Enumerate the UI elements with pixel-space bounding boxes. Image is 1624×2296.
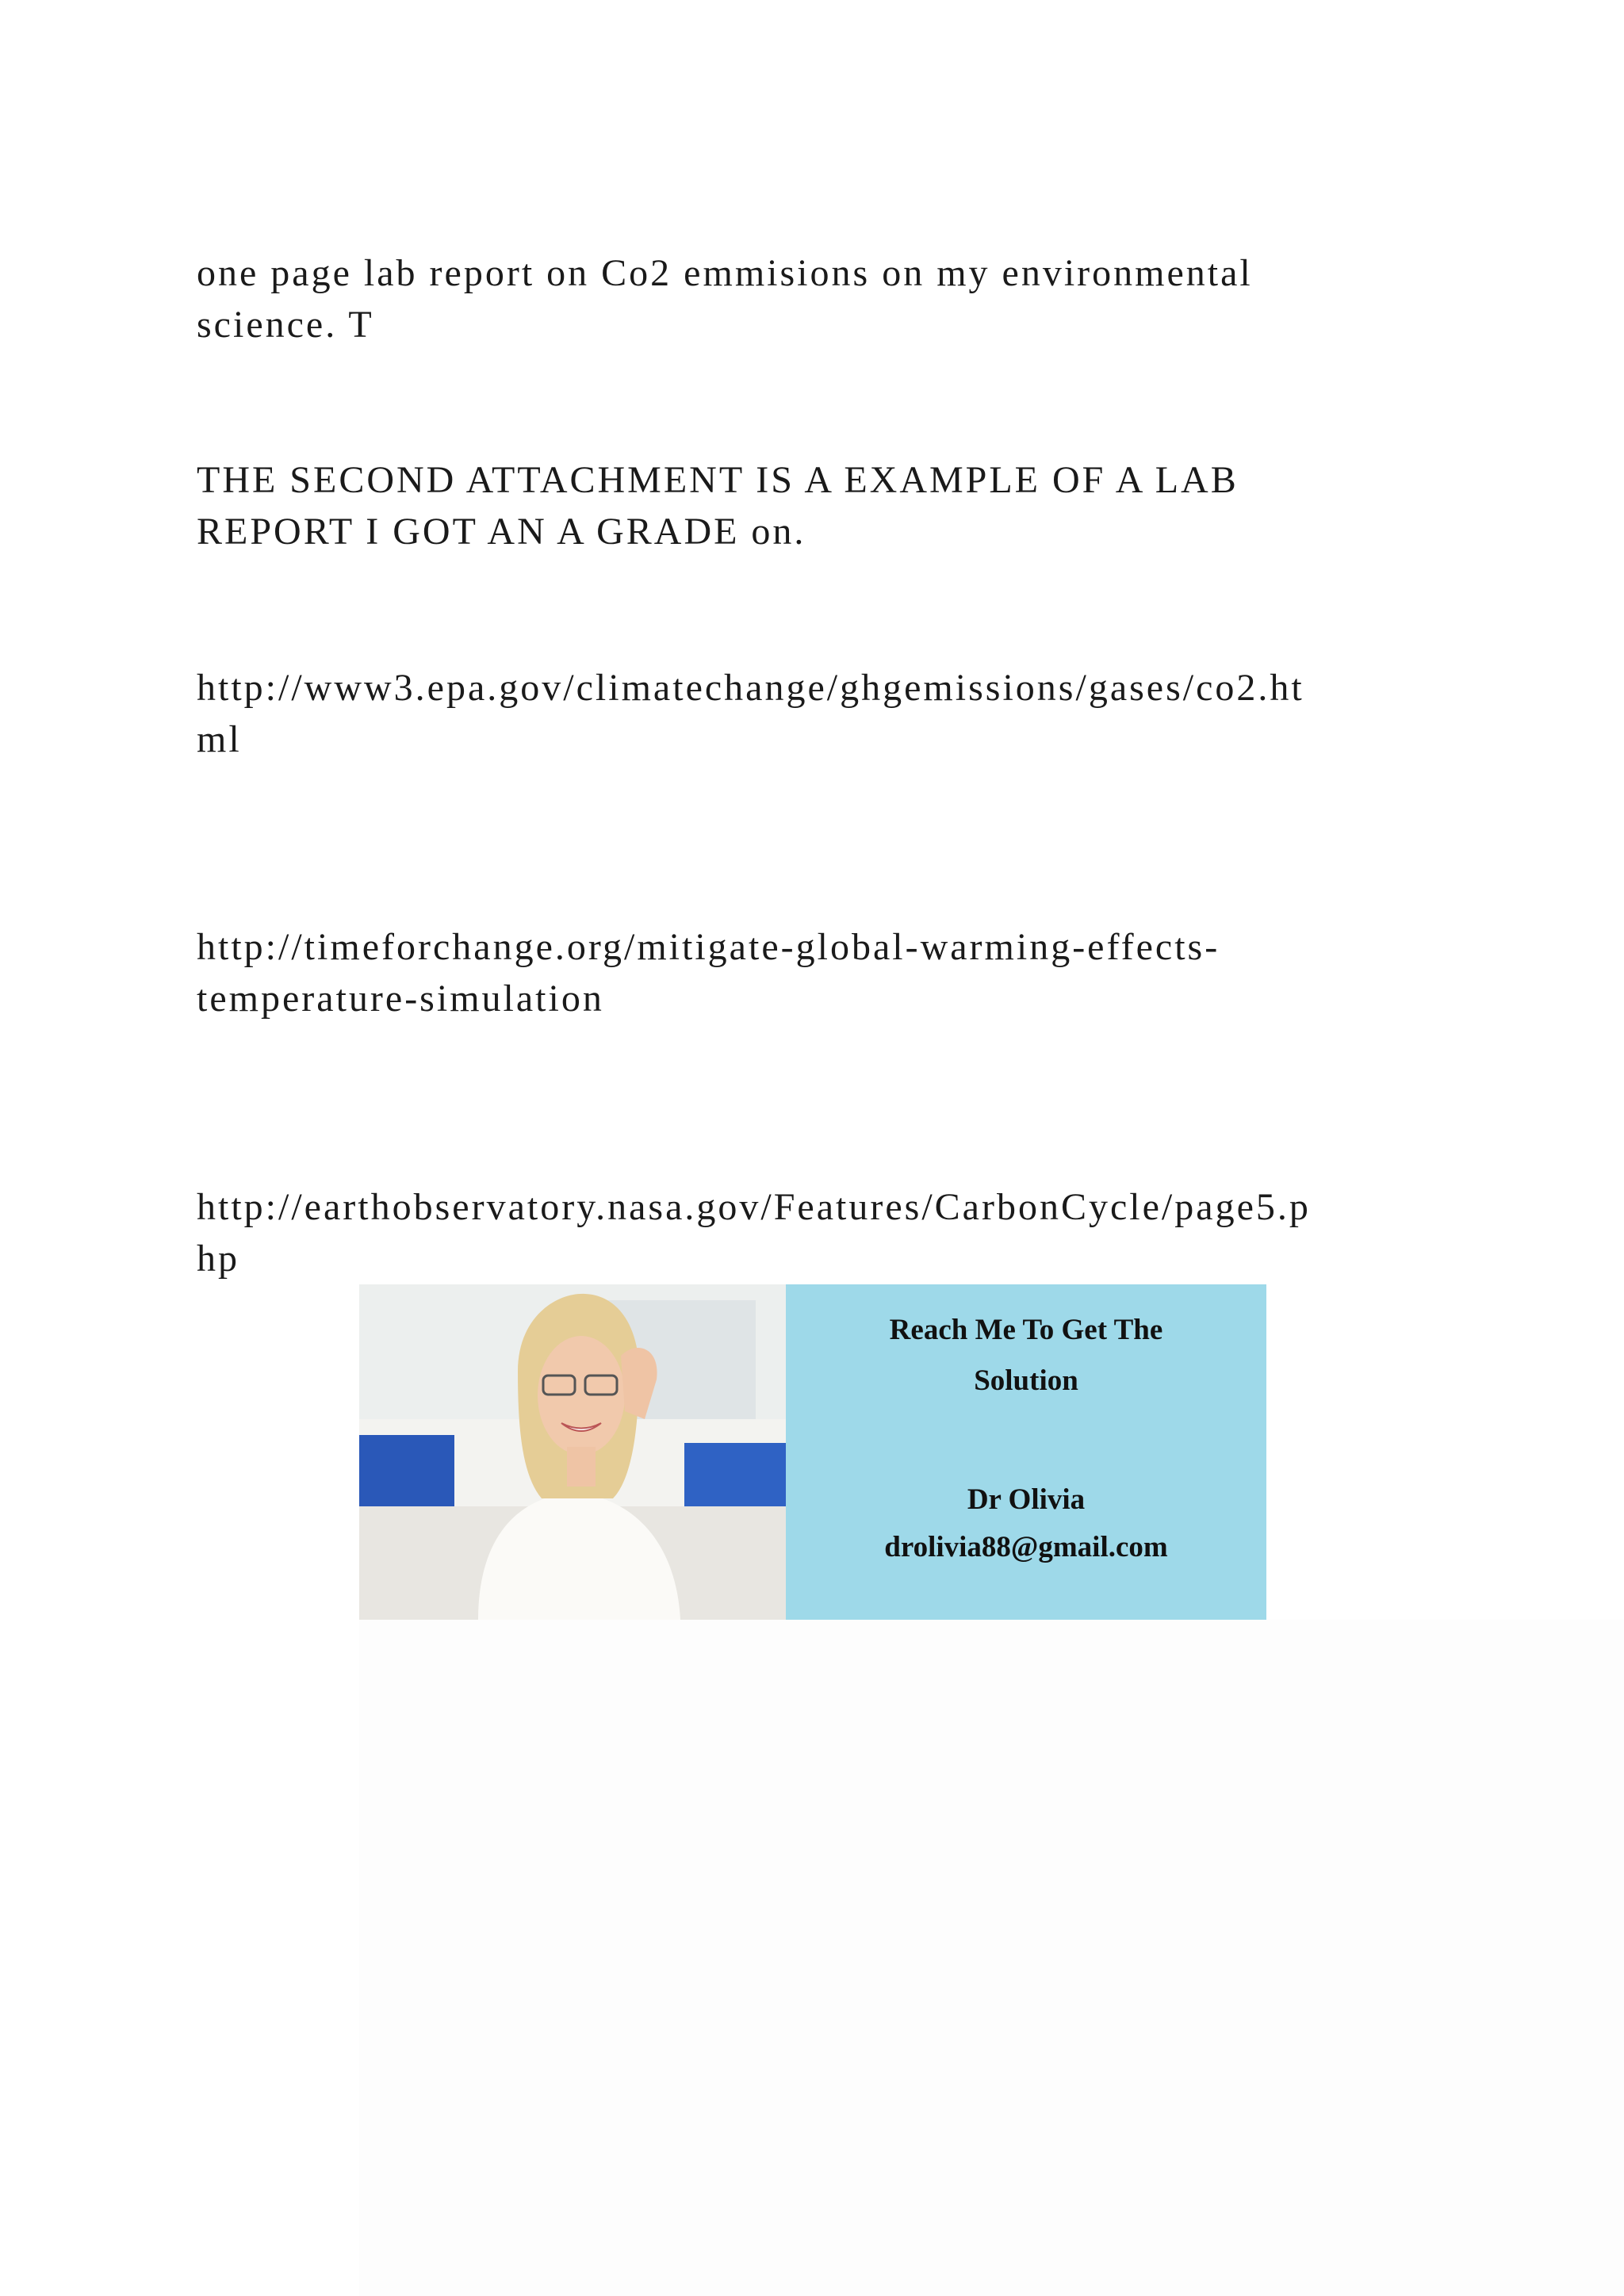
banner-contact-name: Dr Olivia [967,1483,1086,1516]
banner-photo [359,1284,786,1620]
paragraph-link-nasa: http://earthobservatory.nasa.gov/Features/CarbonCycle/page5.p hp [197,1186,1311,1280]
paragraph-attachment-note: THE SECOND ATTACHMENT IS A EXAMPLE OF A LAB REPORT I GOT AN A GRADE on. [197,459,1239,553]
paragraph-link-timeforchange: http://timeforchange.org/mitigate-global-warming-effects- temperature-simulation [197,926,1220,1020]
woman-photo-illustration [359,1284,786,1620]
page-background-block [359,1620,1624,2296]
banner-contact-email[interactable]: drolivia88@gmail.com [884,1531,1168,1563]
banner-heading-line1: Reach Me To Get The [889,1314,1163,1346]
banner-heading-line2: Solution [974,1364,1078,1397]
banner-contact-info [786,1284,1266,1620]
contact-banner [359,1284,1266,1620]
paragraph-intro: one page lab report on Co2 emmisions on my environmental science. T [197,252,1253,346]
paragraph-link-epa: http://www3.epa.gov/climatechange/ghgemissions/gases/co2.ht ml [197,667,1304,760]
